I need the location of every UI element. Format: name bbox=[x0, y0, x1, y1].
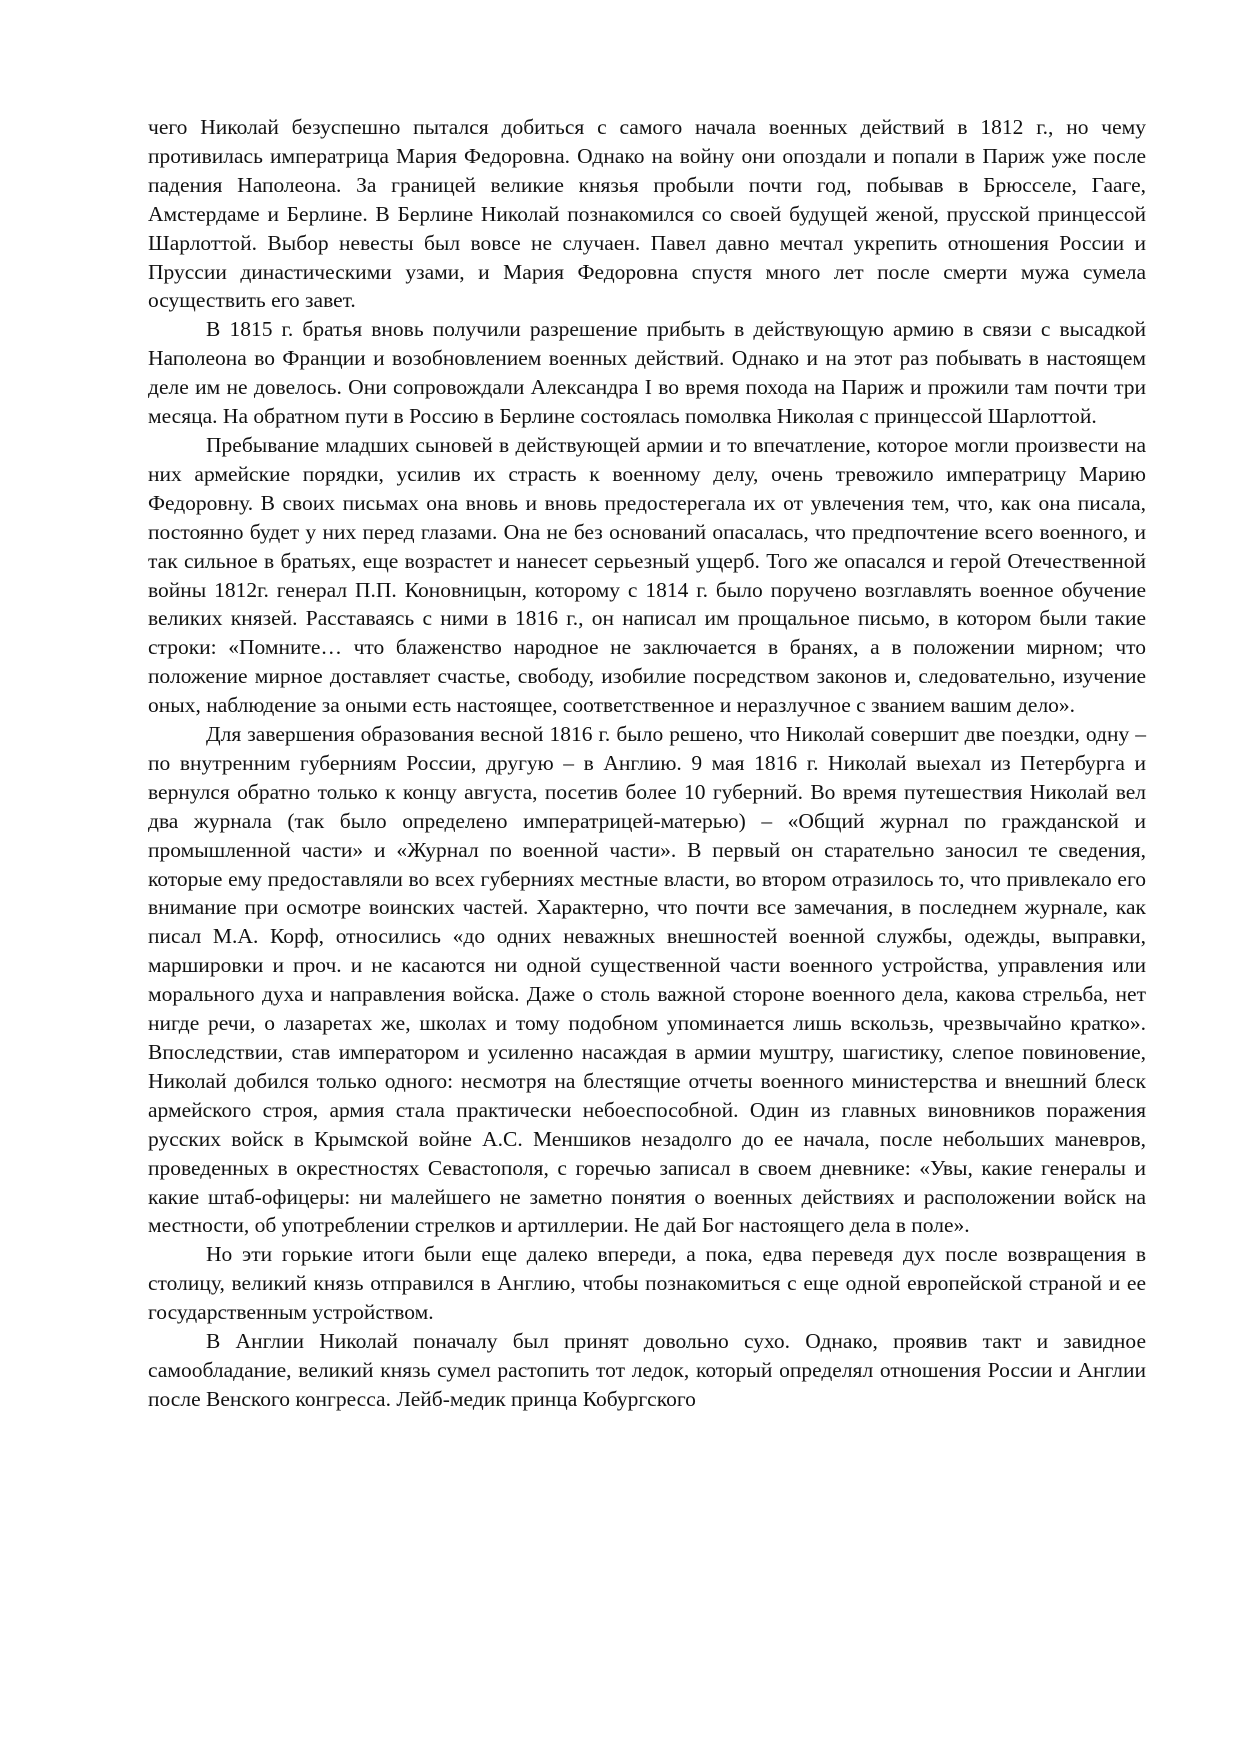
paragraph-3: Пребывание младших сыновей в действующей армии и то впечатление, которое могли произвести на них армейские порядки, усилив их страсть к военному делу, очень тревожило императрицу Марию Федоровну. В своих письмах она вновь и вновь предостерегала их от увлечения тем, что, как она писала, постоянно будет у них перед глазами. Она не без оснований опасалась, что предпочтение всего военного, и так сильное в братьях, еще возрастет и нанесет серьезный ущерб. Того же опасался и герой Отечественной войны 1812г. генерал П.П. Коновницын, которому с 1814 г. было поручено возглавлять военное обучение великих князей. Расставаясь с ними в 1816 г., он написал им прощальное письмо, в котором были такие строки: «Помните… что блаженство народное не заключается в бранях, а в положении мирном; что положение мирное доставляет счастье, свободу, изобилие посредством законов и, следовательно, изучение оных, наблюдение за оными есть настоящее, соответственное и неразлучное с званием вашим дело». bbox=[148, 432, 1146, 718]
document-page bbox=[148, 113, 1146, 1414]
paragraph-6: В Англии Николай поначалу был принят довольно сухо. Однако, проявив такт и завидное самообладание, великий князь сумел растопить тот ледок, который определял отношения России и Англии после Венского конгресса. Лейб-медик принца Кобургского bbox=[148, 1329, 1146, 1411]
paragraph-1: чего Николай безуспешно пытался добиться с самого начала военных действий в 1812 г., но чему противилась императрица Мария Федоровна. Однако на войну они опоздали и попали в Париж уже после падения Наполеона. За границей великие князья пробыли почти год, побывав в Брюсселе, Гааге, Амстердаме и Берлине. В Берлине Николай познакомился со своей будущей женой, прусской принцессой Шарлоттой. Выбор невесты был вовсе не случаен. Павел давно мечтал укрепить отношения России и Пруссии династическими узами, и Мария Федоровна спустя много лет после смерти мужа сумела осуществить его завет. bbox=[148, 115, 1146, 313]
paragraph-2: В 1815 г. братья вновь получили разрешение прибыть в действующую армию в связи с высадкой Наполеона во Франции и возобновлением военных действий. Однако и на этот раз побывать в настоящем деле им не довелось. Они сопровождали Александра I во время похода на Париж и прожили там почти три месяца. На обратном пути в Россию в Берлине состоялась помолвка Николая с принцессой Шарлоттой. bbox=[148, 317, 1146, 429]
paragraph-4: Для завершения образования весной 1816 г. было решено, что Николай совершит две поездки, одну – по внутренним губерниям России, другую – в Англию. 9 мая 1816 г. Николай выехал из Петербурга и вернулся обратно только к концу августа, посетив более 10 губерний. Во время путешествия Николай вел два журнала (так было определено императрицей-матерью) – «Общий журнал по гражданской и промышленной части» и «Журнал по военной части». В первый он старательно заносил те сведения, которые ему предоставляли во всех губерниях местные власти, во втором отразилось то, что привлекало его внимание при осмотре воинских частей. Характерно, что почти все замечания, в последнем журнале, как писал М.А. Корф, относились «до одних неважных внешностей военной службы, одежды, выправки, маршировки и проч. и не касаются ни одной существенной части военного устройства, управления или морального духа и направления войска. Даже о столь важной стороне военного дела, какова стрельба, нет нигде речи, о лазаретах же, школах и тому подобном упоминается лишь вскользь, чрезвычайно кратко». Впоследствии, став императором и усиленно насаждая в армии муштру, шагистику, слепое повиновение, Николай добился только одного: несмотря на блестящие отчеты военного министерства и внешний блеск армейского строя, армия стала практически небоеспособной. Один из главных виновников поражения русских войск в Крымской войне А.С. Меншиков незадолго до ее начала, после небольших маневров, проведенных в окрестностях Севастополя, с горечью записал в своем дневнике: «Увы, какие генералы и какие штаб-офицеры: ни малейшего не заметно понятия о военных действиях и расположении войск на местности, об употреблении стрелков и артиллерии. Не дай Бог настоящего дела в поле». bbox=[148, 722, 1146, 1238]
paragraph-5: Но эти горькие итоги были еще далеко впереди, а пока, едва переведя дух после возвращения в столицу, великий князь отправился в Англию, чтобы познакомиться с еще одной европейской страной и ее государственным устройством. bbox=[148, 1242, 1146, 1325]
